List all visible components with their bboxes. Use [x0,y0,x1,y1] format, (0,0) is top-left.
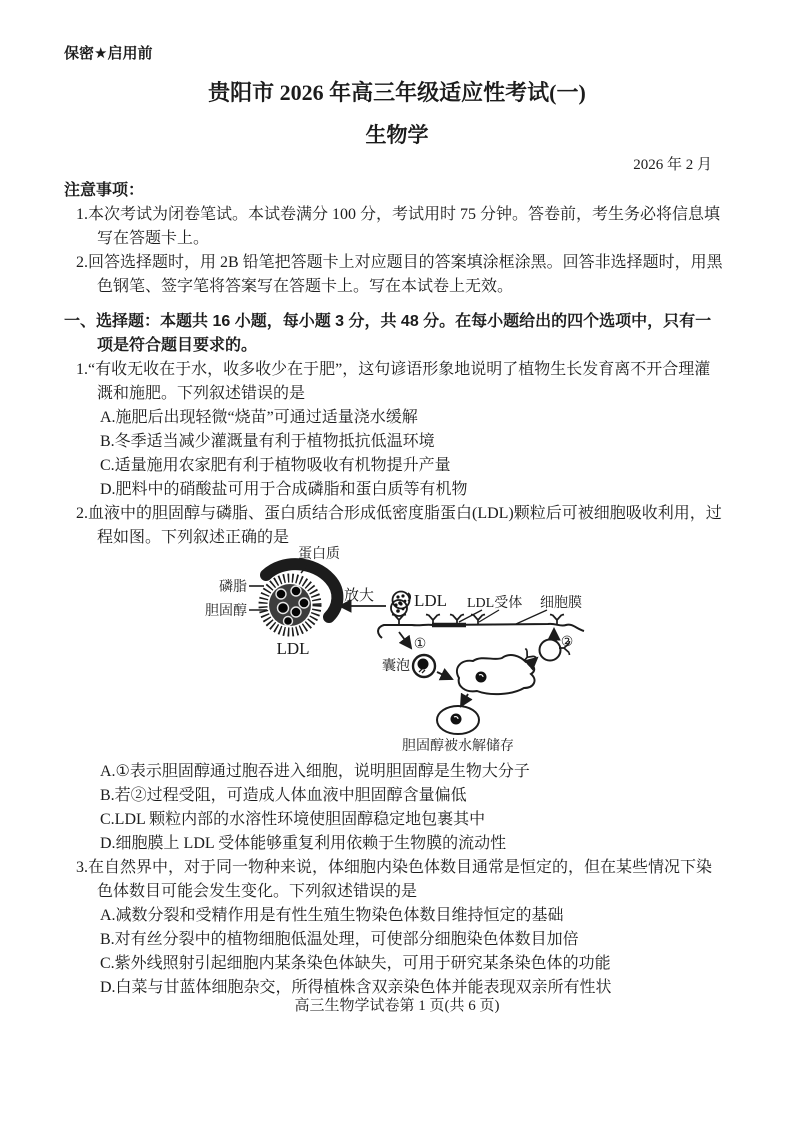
question-1-option-d: D.肥料中的硝酸盐可用于合成磷脂和蛋白质等有机物 [100,481,468,498]
question-1-option-b: B.冬季适当减少灌溉量有利于植物抵抗低温环境 [100,433,435,450]
vesicle-to-endosome-arrow [437,672,452,679]
vesicle-label: 囊泡 [382,659,410,674]
exam-date: 2026 年 2 月 [633,157,712,173]
cell-membrane-label: 细胞膜 [540,596,582,611]
ldl-figure-svg [0,542,794,760]
endosome [457,648,536,694]
endocytosis-arrow [399,632,411,648]
security-label: 保密★启用前 [64,45,153,62]
section-heading-line-2: 项是符合题目要求的。 [97,337,258,354]
page-footer: 高三生物学试卷第 1 页(共 6 页) [294,998,500,1014]
question-3-option-b: B.对有丝分裂中的植物细胞低温处理，可使部分细胞染色体数目加倍 [100,931,579,948]
note-item-2-line-2: 色钢笔、签字笔将答案写在答题卡上。写在本试卷上无效。 [97,278,514,295]
exam-title: 贵阳市 2026 年高三年级适应性考试(一) [208,80,586,105]
question-1-stem-line-1: 1.“有收无收在于水，收多收少在于肥”，这句谚语形象地说明了植物生长发育离不开合理灌 [76,361,711,378]
exam-subject: 生物学 [365,123,429,147]
figure-caption: 胆固醇被水解储存 [402,739,514,754]
question-2-stem-line-1: 2.血液中的胆固醇与磷脂、蛋白质结合形成低密度脂蛋白(LDL)颗粒后可被细胞吸收利用，过 [76,505,722,522]
note-item-1-line-1: 1.本次考试为闭卷笔试。本试卷满分 100 分，考试用时 75 分钟。答卷前，考生务必将信息填 [76,206,721,223]
exam-body [0,310,794,1000]
protein-label: 蛋白质 [298,547,340,562]
endosome-to-storage-arrow [461,694,468,706]
question-1-option-a: A.施肥后出现轻微“烧苗”可通过适量浇水缓解 [100,409,418,426]
note-item-1-line-2: 写在答题卡上。 [97,230,210,247]
membrane-leader-line [516,610,547,624]
question-2-option-d: D.细胞膜上 LDL 受体能够重复利用依赖于生物膜的流动性 [100,835,507,852]
question-1-stem-line-2: 溉和施肥。下列叙述错误的是 [97,385,306,402]
question-3-option-d: D.白菜与甘蓝体细胞杂交，所得植株含双亲染色体并能表现双亲所有性状 [100,979,612,996]
question-1-option-c: C.适量施用农家肥有利于植物吸收有机物提升产量 [100,457,451,474]
ldl-receptor-label: LDL受体 [467,596,523,611]
section-heading-line-1: 一、选择题：本题共 16 小题，每小题 3 分，共 48 分。在每小题给出的四个选项中，只有一 [64,313,712,330]
question-2-option-a: A.①表示胆固醇通过胞吞进入细胞，说明胆固醇是生物大分子 [100,763,530,780]
ldl-right-label: LDL [414,591,448,610]
vesicle [413,655,435,677]
ldl-uptake-figure [0,542,794,760]
notes-section [0,179,794,299]
phospholipid-label: 磷脂 [219,580,247,595]
question-3-stem-line-2: 色体数目可能会发生变化。下列叙述错误的是 [97,883,418,900]
question-3-option-a: A.减数分裂和受精作用是有性生殖生物染色体数目维持恒定的基础 [100,907,564,924]
ldl-left-label: LDL [276,639,310,658]
question-2-stem-line-2: 程如图。下列叙述正确的是 [97,529,290,546]
question-2-option-b: B.若②过程受阻，可造成人体血液中胆固醇含量偏低 [100,787,467,804]
step1-label: ① [413,637,427,652]
question-3-stem-line-1: 3.在自然界中，对于同一物种来说，体细胞内染色体数目通常是恒定的，但在某些情况下染 [76,859,713,876]
storage-vesicle [437,706,479,734]
ldl-particle-enlarged [263,564,337,632]
notes-heading: 注意事项： [64,182,145,199]
question-2-option-c: C.LDL 颗粒内部的水溶性环境使胆固醇稳定地包裹其中 [100,811,486,828]
magnify-label: 放大 [343,588,375,604]
note-item-2-line-1: 2.回答选择题时，用 2B 铅笔把答题卡上对应题目的答案填涂框涂黑。回答非选择题时，用黑 [76,254,723,271]
question-3-option-c: C.紫外线照射引起细胞内某条染色体缺失，可用于研究某条染色体的功能 [100,955,611,972]
endosome-to-recycle-arrow [529,658,537,665]
cholesterol-label: 胆固醇 [205,604,247,619]
step2-label: ② [560,635,574,650]
